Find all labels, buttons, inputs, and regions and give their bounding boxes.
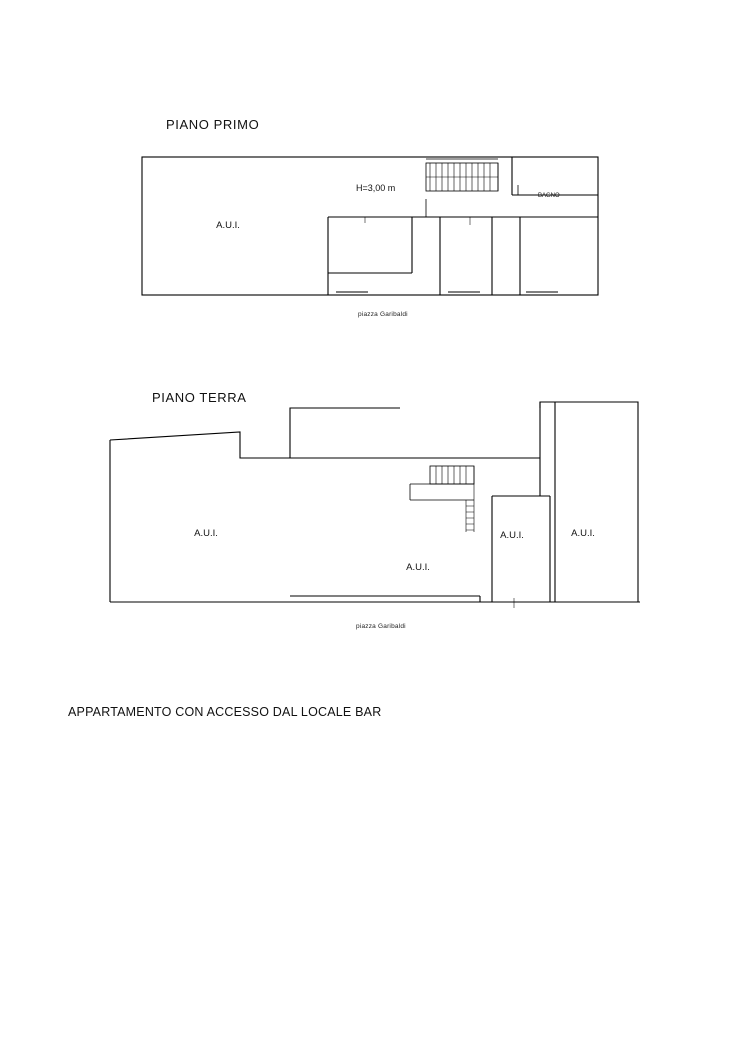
floorplan-piano-terra <box>100 400 640 615</box>
street-caption-piano-terra: piazza Garibaldi <box>356 623 406 630</box>
room-label-bagno: BAGNO <box>538 193 560 199</box>
floorplan-piano-primo <box>140 155 600 305</box>
street-caption-piano-primo: piazza Garibaldi <box>358 311 408 318</box>
floor-title-piano-terra: PIANO TERRA <box>152 390 247 405</box>
footer-note: APPARTAMENTO CON ACCESSO DAL LOCALE BAR <box>68 705 382 719</box>
room-label-aui-4: A.U.I. <box>571 528 595 539</box>
room-label-aui-1: A.U.I. <box>194 528 218 539</box>
floor-title-piano-primo: PIANO PRIMO <box>166 117 260 132</box>
dimension-note-primo: H=3,00 m <box>356 183 396 193</box>
room-label-aui-2: A.U.I. <box>406 562 430 573</box>
room-label-aui-3: A.U.I. <box>500 530 524 541</box>
room-label-aui: A.U.I. <box>216 220 240 231</box>
